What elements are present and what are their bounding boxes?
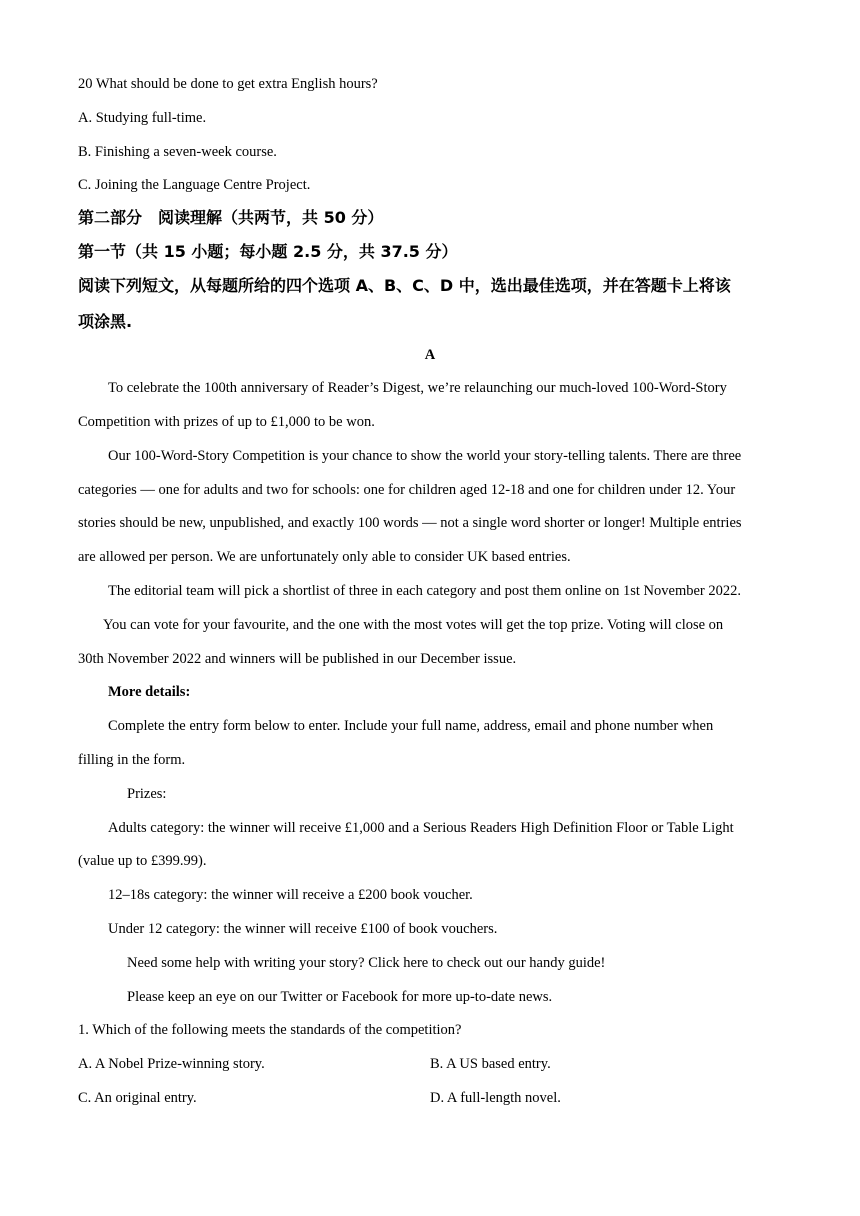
question-1-option-a: A. A Nobel Prize-winning story. bbox=[78, 1056, 265, 1072]
instruction-line-2: 项涂黑. bbox=[78, 312, 133, 331]
part-title: 第二部分 阅读理解（共两节，共 50 分） bbox=[78, 208, 384, 227]
question-1-option-d: D. A full-length novel. bbox=[430, 1090, 561, 1106]
prizes-heading: Prizes: bbox=[127, 786, 167, 802]
question-20-stem: 20 What should be done to get extra English hours? bbox=[78, 76, 378, 92]
paragraph-3-line-2: You can vote for your favourite, and the one with the most votes will get the top prize. Voting will close on bbox=[103, 617, 724, 633]
question-20-option-b: B. Finishing a seven-week course. bbox=[78, 144, 277, 160]
instruction-line-1: 阅读下列短文，从每题所给的四个选项 A、B、C、D 中，选出最佳选项，并在答题卡上将该 bbox=[78, 276, 731, 295]
paragraph-4-line-1: Complete the entry form below to enter. Include your full name, address, email and phone number when bbox=[108, 718, 714, 734]
question-20-option-a: A. Studying full-time. bbox=[78, 110, 207, 126]
paragraph-2-line-4: are allowed per person. We are unfortunately only able to consider UK based entries. bbox=[78, 549, 571, 565]
question-1-option-c: C. An original entry. bbox=[78, 1090, 197, 1106]
under-12-prize: Under 12 category: the winner will receive £100 of book vouchers. bbox=[108, 921, 498, 937]
paragraph-3-line-1: The editorial team will pick a shortlist of three in each category and post them online on 1st November 2022. bbox=[108, 583, 741, 599]
passage-label: A bbox=[424, 347, 436, 363]
question-1-stem: 1. Which of the following meets the standards of the competition? bbox=[78, 1022, 462, 1038]
question-1-option-b: B. A US based entry. bbox=[430, 1056, 551, 1072]
more-details-heading: More details: bbox=[108, 684, 191, 700]
paragraph-2-line-1: Our 100-Word-Story Competition is your chance to show the world your story-telling talents. There are three bbox=[108, 448, 742, 464]
teens-prize: 12–18s category: the winner will receive a £200 book voucher. bbox=[108, 887, 473, 903]
section-title: 第一节（共 15 小题；每小题 2.5 分，共 37.5 分） bbox=[78, 242, 458, 261]
paragraph-4-line-2: filling in the form. bbox=[78, 752, 186, 768]
social-note: Please keep an eye on our Twitter or Facebook for more up-to-date news. bbox=[127, 989, 553, 1005]
paragraph-2-line-3: stories should be new, unpublished, and exactly 100 words — not a single word shorter or longer! Multiple entries bbox=[78, 515, 742, 531]
paragraph-1-line-1: To celebrate the 100th anniversary of Reader’s Digest, we’re relaunching our much-loved 100-Word-Story bbox=[108, 380, 727, 396]
question-20-option-c: C. Joining the Language Centre Project. bbox=[78, 177, 311, 193]
paragraph-1-line-2: Competition with prizes of up to £1,000 to be won. bbox=[78, 414, 375, 430]
adults-prize-line-2: (value up to £399.99). bbox=[78, 853, 207, 869]
adults-prize-line-1: Adults category: the winner will receive £1,000 and a Serious Readers High Definition Floor or Table Light bbox=[108, 820, 734, 836]
help-note: Need some help with writing your story? Click here to check out our handy guide! bbox=[127, 955, 606, 971]
paragraph-3-line-3: 30th November 2022 and winners will be published in our December issue. bbox=[78, 651, 517, 667]
paragraph-2-line-2: categories — one for adults and two for schools: one for children aged 12-18 and one for children under 12. Your bbox=[78, 482, 736, 498]
